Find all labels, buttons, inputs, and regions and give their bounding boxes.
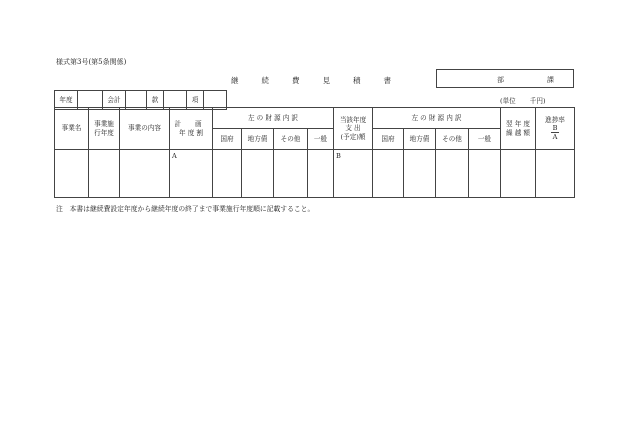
planned-amount-label: (予定)額 [340, 132, 366, 141]
cell-fund-national-2[interactable] [373, 150, 404, 198]
cell-carryover[interactable] [501, 150, 536, 198]
title-char: 積 [353, 76, 361, 85]
col-project-name: 事業名 [55, 108, 89, 150]
year-label: 年度 [55, 91, 78, 110]
cell-project-content[interactable] [120, 150, 170, 198]
col-plan [170, 108, 213, 150]
footnote: 注 本書は継続費設定年度から継続年度の終了まで事業施行年度順に記載すること。 [56, 205, 315, 213]
carryover-amount-label: 繰 越 額 [506, 128, 530, 137]
title-char: 書 [383, 76, 391, 85]
cell-current-year[interactable] [334, 150, 373, 198]
col-current-year [334, 108, 373, 150]
col-carryover [501, 108, 536, 150]
fund-col-national-2: 国府 [373, 129, 404, 150]
cell-project-year[interactable] [89, 150, 120, 198]
department-label: 部 [497, 76, 504, 84]
department-box [436, 69, 574, 88]
annual-budget-label: 年 度 割 [179, 128, 203, 137]
cell-project-name[interactable] [55, 150, 89, 198]
fund-col-general: 一般 [308, 129, 334, 150]
section-label: 款 [147, 91, 164, 110]
progress-rate-label: 進捗率 [545, 115, 565, 124]
cell-plan[interactable] [170, 150, 213, 198]
fund-col-general-2: 一般 [469, 129, 501, 150]
unit-value: 千円) [529, 97, 546, 105]
col-project-year: 事業施 行年度 [89, 108, 120, 150]
account-label: 会計 [103, 91, 126, 110]
current-year-label: 当該年度 [339, 116, 367, 125]
title-char: 継 [231, 76, 239, 85]
document-title [231, 75, 391, 86]
cell-fund-other[interactable] [274, 150, 308, 198]
table-row [55, 150, 575, 198]
funding-breakdown-1: 左 の 財 源 内 訳 [213, 108, 334, 129]
form-label: 様式第3号(第5条関係) [56, 58, 127, 66]
cell-fund-local-bond-2[interactable] [404, 150, 436, 198]
title-char: 費 [292, 76, 300, 85]
mark-a: A [172, 152, 177, 160]
title-char: 見 [322, 76, 330, 85]
fraction-numerator: B [552, 123, 558, 132]
carryover-label: 翌 年 度 [506, 120, 530, 129]
cell-fund-general[interactable] [308, 150, 334, 198]
cell-fund-local-bond[interactable] [242, 150, 274, 198]
fund-col-other: その他 [274, 129, 308, 150]
expenditure-label: 支 出 [345, 124, 361, 133]
cell-fund-national[interactable] [213, 150, 242, 198]
cell-progress-rate[interactable] [536, 150, 575, 198]
unit-label [500, 95, 546, 105]
plan-label: 計 画 [174, 120, 208, 129]
title-char: 続 [261, 76, 269, 85]
section-label: 課 [547, 76, 554, 84]
funding-breakdown-2: 左 の 財 源 内 訳 [373, 108, 501, 129]
mark-b: B [336, 152, 341, 160]
progress-fraction [551, 124, 560, 141]
fund-col-local-bond: 地方債 [242, 129, 274, 150]
fund-col-national: 国府 [213, 129, 242, 150]
fraction-denominator: A [552, 133, 558, 142]
fund-col-local-bond-2: 地方債 [404, 129, 436, 150]
cell-fund-general-2[interactable] [469, 150, 501, 198]
cell-fund-other-2[interactable] [436, 150, 469, 198]
col-project-content: 事業の内容 [120, 108, 170, 150]
estimate-table [54, 107, 575, 198]
col-progress-rate [536, 108, 575, 150]
unit-open: (単位 [500, 97, 516, 105]
item-label: 項 [187, 91, 204, 110]
fund-col-other-2: その他 [436, 129, 469, 150]
